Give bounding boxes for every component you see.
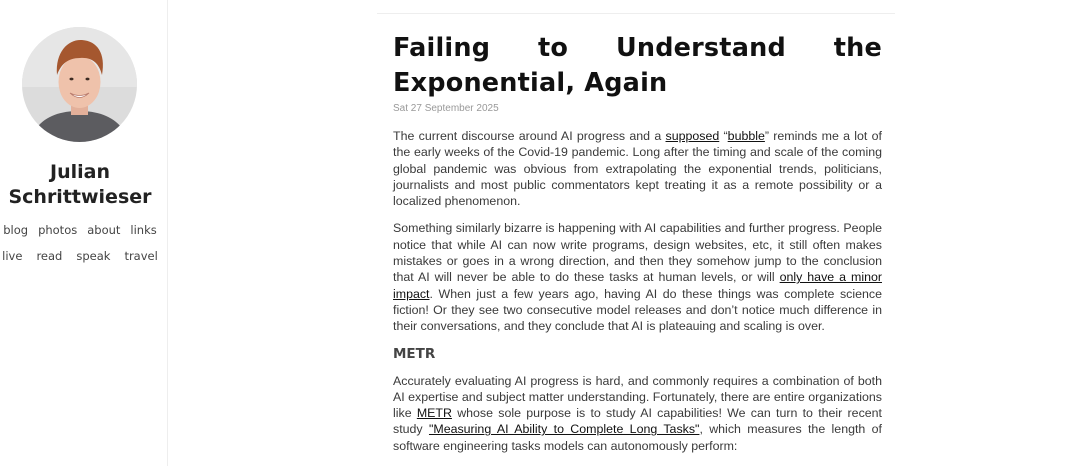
paragraph-intro (393, 128, 882, 209)
nav-link-read[interactable]: read (36, 249, 63, 263)
nav-link-about[interactable]: about (87, 223, 121, 237)
link-metr[interactable]: METR (416, 406, 452, 421)
text-segment: ” reminds me a lot of the early weeks of the Covid-19 pandemic. Long after the timing and scale of the coming global pandemic was obvious from extrapolating the exponential trends, politicians, journalists and most public commentators kept treating it as a remote possibility or a localized phenomenon. (393, 129, 882, 209)
sidebar-nav-primary (0, 223, 160, 237)
text-segment: Accurately evaluating AI progress is hard, and commonly requires a combination of both AI expertise and subject matter understanding. Fortunately, there are entire organizations like (393, 373, 882, 421)
paragraph-bizarre (393, 220, 882, 334)
post-title[interactable]: Failing to Understand the Exponential, Again (393, 33, 882, 98)
article (393, 31, 882, 454)
link-metr-study[interactable]: "Measuring AI Ability to Complete Long Tasks" (428, 422, 700, 437)
sidebar (0, 0, 168, 466)
author-photo (22, 27, 137, 142)
text-segment: “ (719, 129, 728, 143)
text-segment: Something similarly bizarre is happening with AI capabilities and further progress. People notice that while AI can now write programs, design websites, etc, it still often makes mistakes or goes in a wrong direction, and then they somehow jump to the conclusion that AI will never be able to do these tasks at human levels, or will (393, 221, 882, 285)
post-date: Sat 27 September 2025 (393, 103, 499, 114)
link-bubble[interactable]: bubble (727, 129, 765, 143)
nav-link-speak[interactable]: speak (76, 249, 111, 263)
text-segment: The current discourse around AI progress and a (393, 129, 666, 143)
section-heading-metr: METR (393, 345, 436, 362)
link-minor-impact[interactable]: only have a minor impact (393, 270, 882, 301)
nav-link-blog[interactable]: blog (3, 223, 29, 237)
text-segment: whose sole purpose is to study AI capabilities! We can turn to their recent study (393, 406, 882, 437)
author-name: Julian Schrittwieser (8, 161, 152, 208)
link-supposed[interactable]: supposed (665, 129, 720, 143)
text-segment: . When just a few years ago, having AI do these things was complete science fiction! Or they see two consecutive model releases and don’t notice much difference in their conversations, and they conclude that AI is plateauing and scaling is over. (393, 286, 882, 334)
avatar[interactable] (22, 27, 137, 142)
header-divider (377, 13, 895, 14)
nav-link-photos[interactable]: photos (38, 223, 78, 237)
text-segment: , which measures the length of software engineering tasks models can autonomously perform: (393, 422, 882, 453)
nav-link-travel[interactable]: travel (124, 249, 158, 263)
nav-link-links[interactable]: links (130, 223, 157, 237)
sidebar-nav-secondary (0, 249, 160, 263)
paragraph-metr (393, 373, 882, 454)
nav-link-live[interactable]: live (2, 249, 23, 263)
